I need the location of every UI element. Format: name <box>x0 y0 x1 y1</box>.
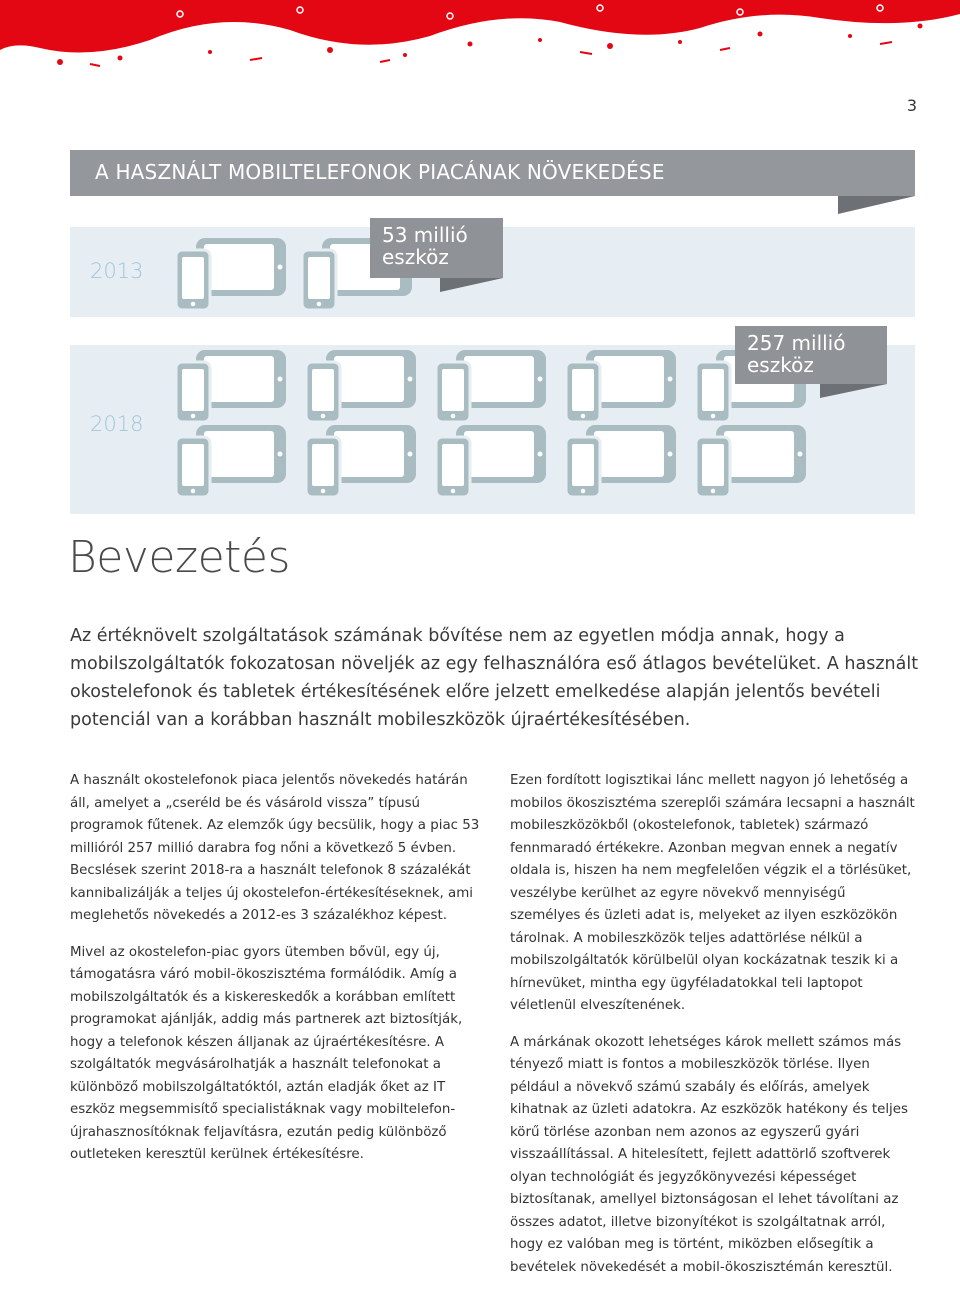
lead-paragraph: Az értéknövelt szolgáltatások számának bővítése nem az egyetlen módja annak, hogy a mobilszolgáltatók fokozatosan növeljék az egy felhasználóra eső átlagos bevételüket. A használt okostelefonok és tabletek értékesítésének előre jelzett emelkedése alapján jelentős bevételi potenciál van a korábban használt mobileszközök újraértékesítésében. <box>70 626 919 730</box>
callout-2018 <box>735 326 887 384</box>
section-title: A HASZNÁLT MOBILTELEFONOK PIACÁNAK NÖVEKEDÉSE <box>95 160 665 184</box>
callout-2013 <box>370 218 503 278</box>
decorative-header-banner <box>0 0 960 80</box>
section-title-bar <box>70 150 915 196</box>
callout-2013-line2: eszköz <box>382 245 449 269</box>
right-paragraph-1: Ezen fordított logisztikai lánc mellett nagyon jó lehetőség a mobilos ökoszisztéma szereplői számára lecsapni a használt mobileszközökből (okostelefonok, tabletek) származó fennmaradó értékekre. Azonban megvan ennek a negatív oldala is, hiszen ha nem megfelelően végzik el a törlésüket, veszélybe kerülhet az egyre növekvő mennyiségű személyes és üzleti adat is, melyeket az ilyen eszközökön tárolnak. A mobileszközök teljes adattörlése nélkül a mobilszolgáltatók körülbelül olyan kockázatnak teszik ki a hírnevüket, mintha egy ügyféladatokkal teli laptopot véletlenül elveszítenének. <box>510 773 915 1013</box>
callout-2018-line1: 257 millió <box>747 331 846 355</box>
left-paragraph-2: Mivel az okostelefon-piac gyors ütemben bővül, egy új, támogatásra váró mobil-ökoszisztéma formálódik. Amíg a mobilszolgáltatók és a kiskereskedők a korábban említett programokat ajánlják, addig más partnerek azt biztosítják, hogy a telefonok készen álljanak az újraértékesítésre. A szolgáltatók megvásárolhatják a használt telefonokat a különböző mobilszolgáltatóktól, aztán eladják őket az IT eszköz megsemmisítő specialistáknak vagy mobiltelefon-újrahasznosítóknak feljavításra, ezután pedig különböző outleteken keresztül kerülnek értékesítésre. <box>70 944 463 1162</box>
tablet-phone-icon <box>306 425 418 500</box>
callout-2018-tail <box>820 384 887 398</box>
tablet-phone-icon <box>176 350 288 425</box>
page-number: 3 <box>906 96 917 115</box>
tablet-phone-icon <box>566 425 678 500</box>
tablet-phone-icon <box>176 238 288 313</box>
year-label-2013: 2013 <box>90 259 144 283</box>
tablet-phone-icon <box>436 350 548 425</box>
year-label-2018: 2018 <box>90 412 144 436</box>
tablet-phone-icon <box>696 425 808 500</box>
title-bar-tail <box>838 196 915 214</box>
callout-2013-tail <box>440 278 503 292</box>
tablet-phone-icon <box>306 350 418 425</box>
tablet-phone-icon <box>436 425 548 500</box>
tablet-phone-icon <box>566 350 678 425</box>
intro-heading: Bevezetés <box>68 532 290 583</box>
callout-2013-line1: 53 millió <box>382 223 468 247</box>
left-paragraph-1: A használt okostelefonok piaca jelentős növekedés határán áll, amelyet a „cseréld be és vásárold vissza” típusú programok fűtenek. Az elemzők úgy becsülik, hogy a piac 53 millióról 257 millió darabra fog nőni a következő 5 évben. Becslések szerint 2018-ra a használt telefonok 8 százalékát kannibalizálják a teljes új okostelefon-értékesítéseknek, ami meglehetős növekedés a 2012-es 3 százalékhoz képest. <box>70 773 480 923</box>
callout-2018-line2: eszköz <box>747 353 814 377</box>
tablet-phone-icon <box>176 425 288 500</box>
right-paragraph-2: A márkának okozott lehetséges károk mellett számos más tényező miatt is fontos a mobileszközök törlése. Ilyen például a növekvő számú szabály és előírás, amelyek kihatnak az üzleti adatokra. Az eszközök hatékony és teljes körű törlése azonban nem azonos az egyszerű gyári visszaállítással. A hitelesített, fejlett adattörlő szoftverek olyan technológiát és jegyzőkönyvezési képességet biztosítanak, amellyel biztonságosan el lehet távolítani az összes adatot, illetve bizonyítékot is szolgáltatnak arról, hogy ez valóban meg is történt, miközben elősegítik a bevételek növekedését a mobil-ökoszisztémán keresztül. <box>510 1034 908 1275</box>
right-column <box>510 770 920 1293</box>
left-column <box>70 770 490 1181</box>
